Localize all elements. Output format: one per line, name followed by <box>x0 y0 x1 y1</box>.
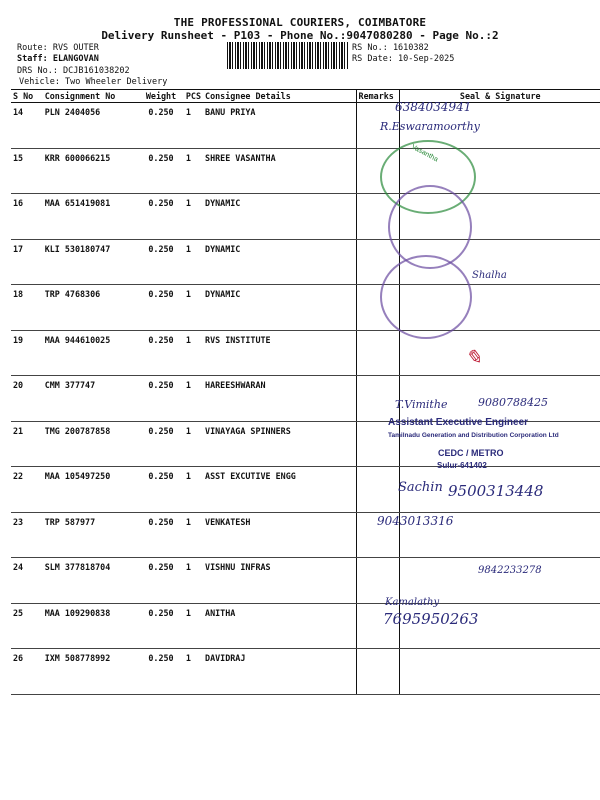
handwritten-name: Sachin <box>398 480 443 495</box>
table-row <box>11 148 600 194</box>
cell-weight: 0.250 <box>138 330 184 376</box>
cell-consignee: VISHNU INFRAS <box>203 558 356 604</box>
cell-consignee: VENKATESH <box>203 512 356 558</box>
handwritten-signature: Shalha <box>472 270 507 281</box>
cell-pcs: 1 <box>184 239 203 285</box>
col-remarks: Remarks <box>356 90 399 103</box>
cell-weight: 0.250 <box>138 512 184 558</box>
table-row <box>11 285 600 331</box>
handwritten-phone: 9043013316 <box>377 514 454 528</box>
cell-weight: 0.250 <box>138 194 184 240</box>
cell-pcs: 1 <box>184 194 203 240</box>
purple-stamp-2 <box>380 255 472 339</box>
cell-consignee: DAVIDRAJ <box>203 649 356 695</box>
cell-weight: 0.250 <box>138 558 184 604</box>
cell-pcs: 1 <box>184 103 203 149</box>
col-weight: Weight <box>138 90 184 103</box>
cell-remarks <box>356 467 399 513</box>
table-row <box>11 649 600 695</box>
table-row <box>11 194 600 240</box>
rs-date: RS Date: 10-Sep-2025 <box>352 54 455 64</box>
handwritten-phone: 9080788425 <box>478 396 548 409</box>
drs-label: DRS No.: DCJB161038202 <box>17 66 130 76</box>
runsheet-subtitle: Delivery Runsheet - P103 - Phone No.:9047080280 - Page No.:2 <box>101 29 499 42</box>
col-consignment: Consignment No <box>43 90 138 103</box>
cell-sno: 23 <box>11 512 43 558</box>
cell-consignee: VINAYAGA SPINNERS <box>203 421 356 467</box>
rs-number: RS No.: 1610382 <box>352 43 429 53</box>
cell-remarks <box>356 649 399 695</box>
cell-pcs: 1 <box>184 467 203 513</box>
cell-consignment: TRP 587977 <box>43 512 138 558</box>
cell-sno: 18 <box>11 285 43 331</box>
cell-consignee: ASST EXCUTIVE ENGG <box>203 467 356 513</box>
cell-pcs: 1 <box>184 148 203 194</box>
handwritten-name: Kamalathy <box>385 597 440 608</box>
cell-pcs: 1 <box>184 376 203 422</box>
office-stamp-line: CEDC / METRO <box>438 448 504 458</box>
cell-remarks <box>356 376 399 422</box>
cell-sno: 25 <box>11 603 43 649</box>
col-signature: Seal & Signature <box>399 90 600 103</box>
handwritten-name: R.Eswaramoorthy <box>380 120 480 133</box>
cell-sno: 15 <box>11 148 43 194</box>
handwritten-phone: 6384034941 <box>395 100 472 114</box>
handwritten-phone: 9500313448 <box>448 482 544 500</box>
cell-sno: 20 <box>11 376 43 422</box>
cell-weight: 0.250 <box>138 239 184 285</box>
table-row <box>11 103 600 149</box>
table-row <box>11 512 600 558</box>
cell-consignment: SLM 377818704 <box>43 558 138 604</box>
handwritten-phone: 9842233278 <box>478 565 542 576</box>
stamp-name: Vasantha <box>410 143 440 164</box>
cell-weight: 0.250 <box>138 467 184 513</box>
office-stamp-line: Sulur-641402 <box>437 461 487 470</box>
cell-consignee: DYNAMIC <box>203 239 356 285</box>
staff-label: Staff: ELANGOVAN <box>17 54 99 64</box>
table-header-row <box>11 90 600 103</box>
route-label: Route: RVS OUTER <box>17 43 99 53</box>
cell-consignment: KLI 530180747 <box>43 239 138 285</box>
cell-consignment: IXM 508778992 <box>43 649 138 695</box>
cell-pcs: 1 <box>184 649 203 695</box>
office-stamp-line: Assistant Executive Engineer <box>388 417 529 428</box>
cell-pcs: 1 <box>184 558 203 604</box>
cell-sno: 24 <box>11 558 43 604</box>
cell-consignment: CMM 377747 <box>43 376 138 422</box>
col-pcs: PCS <box>185 91 202 101</box>
table-row <box>11 603 600 649</box>
cell-sno: 26 <box>11 649 43 695</box>
cell-pcs: 1 <box>184 603 203 649</box>
cell-remarks <box>356 330 399 376</box>
cell-consignee: HAREESHWARAN <box>203 376 356 422</box>
cell-consignment: MAA 105497250 <box>43 467 138 513</box>
company-title: THE PROFESSIONAL COURIERS, COIMBATORE <box>173 16 427 29</box>
cell-consignment: TMG 200787858 <box>43 421 138 467</box>
cell-pcs: 1 <box>184 512 203 558</box>
cell-weight: 0.250 <box>138 103 184 149</box>
cell-consignee: SHREE VASANTHA <box>203 148 356 194</box>
cell-consignee: RVS INSTITUTE <box>203 330 356 376</box>
cell-weight: 0.250 <box>138 421 184 467</box>
cell-consignee: DYNAMIC <box>203 285 356 331</box>
handwritten-phone: 7695950263 <box>383 610 479 628</box>
cell-sno: 14 <box>11 103 43 149</box>
handwritten-name: T.Vimithe <box>395 398 448 411</box>
table-row <box>11 330 600 376</box>
cell-consignment: PLN 2404056 <box>43 103 138 149</box>
cell-pcs: 1 <box>184 330 203 376</box>
cell-sno: 17 <box>11 239 43 285</box>
col-sno: S No <box>11 90 43 103</box>
office-stamp-line: Tamilnadu Generation and Distribution Corporation Ltd <box>388 432 559 439</box>
cell-consignee: ANITHA <box>203 603 356 649</box>
cell-consignment: KRR 600066215 <box>43 148 138 194</box>
cell-consignment: MAA 651419081 <box>43 194 138 240</box>
cell-consignment: TRP 4768306 <box>43 285 138 331</box>
barcode <box>227 42 349 69</box>
table-row <box>11 239 600 285</box>
cell-signature <box>399 649 600 695</box>
cell-sno: 21 <box>11 421 43 467</box>
cell-sno: 16 <box>11 194 43 240</box>
cell-consignee: BANU PRIYA <box>203 103 356 149</box>
vehicle-label: Vehicle: Two Wheeler Delivery <box>19 77 168 87</box>
cell-consignment: MAA 109290838 <box>43 603 138 649</box>
cell-weight: 0.250 <box>138 285 184 331</box>
cell-weight: 0.250 <box>138 376 184 422</box>
runsheet-table <box>11 89 600 695</box>
red-mark: ✎ <box>465 345 482 369</box>
cell-sno: 19 <box>11 330 43 376</box>
col-consignee: Consignee Details <box>203 90 356 103</box>
cell-weight: 0.250 <box>138 603 184 649</box>
cell-consignee: DYNAMIC <box>203 194 356 240</box>
cell-pcs: 1 <box>184 285 203 331</box>
cell-weight: 0.250 <box>138 148 184 194</box>
cell-sno: 22 <box>11 467 43 513</box>
cell-pcs: 1 <box>184 421 203 467</box>
cell-weight: 0.250 <box>138 649 184 695</box>
cell-consignment: MAA 944610025 <box>43 330 138 376</box>
